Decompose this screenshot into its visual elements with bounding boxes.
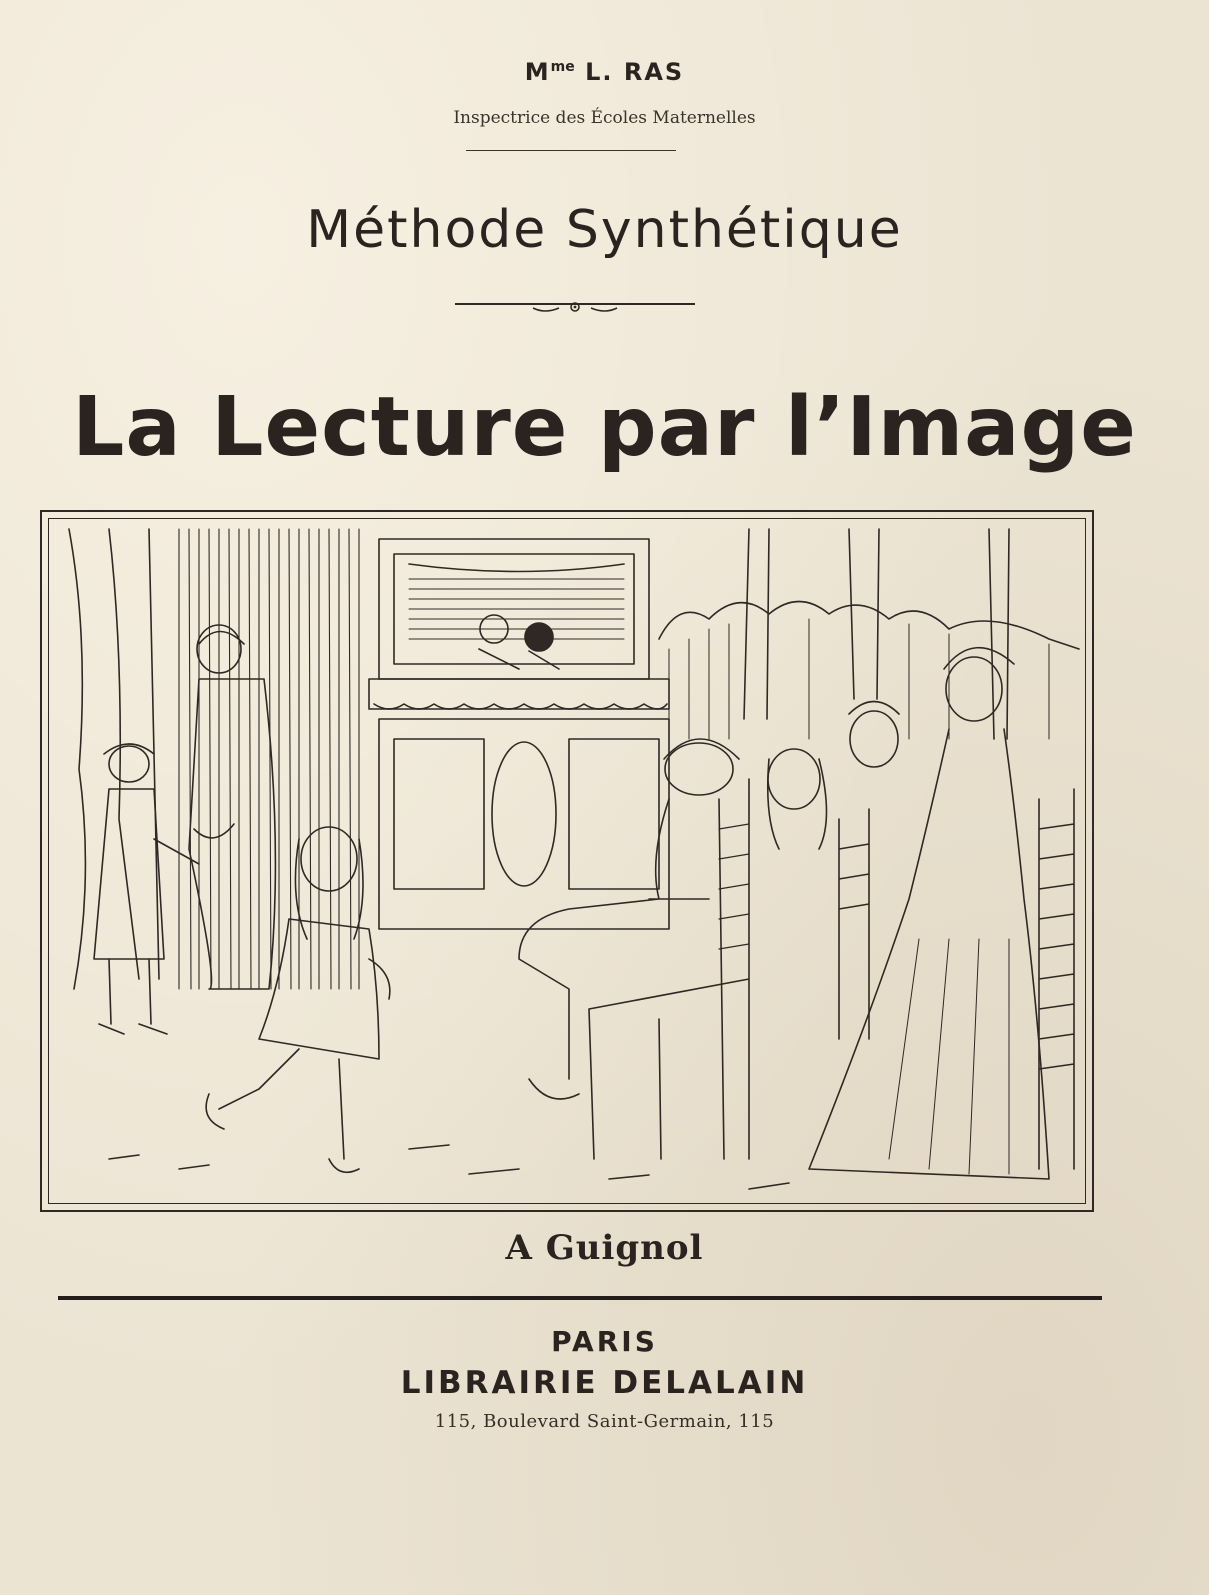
imprint-address: 115, Boulevard Saint-Germain, 115 [434, 1411, 775, 1432]
short-divider [466, 150, 676, 151]
book-title: La Lecture par l’Image [72, 380, 1137, 475]
author-name: L. RAS [585, 58, 685, 86]
long-divider [58, 1296, 1102, 1300]
imprint-city: PARIS [551, 1325, 658, 1358]
method-heading: Méthode Synthétique [306, 200, 903, 260]
illustration-caption: A Guignol [505, 1228, 704, 1268]
author-role: Inspectrice des Écoles Maternelles [453, 108, 756, 128]
ornament-divider [455, 296, 695, 316]
guignol-scene-drawing [49, 519, 1086, 1204]
illustration-frame [48, 518, 1086, 1204]
imprint-publisher: LIBRAIRIE DELALAIN [400, 1365, 809, 1401]
author-line [0, 58, 1209, 86]
guignol-illustration [40, 510, 1094, 1212]
author-prefix: M [524, 58, 551, 86]
author-prefix-superscript: me [550, 59, 575, 75]
